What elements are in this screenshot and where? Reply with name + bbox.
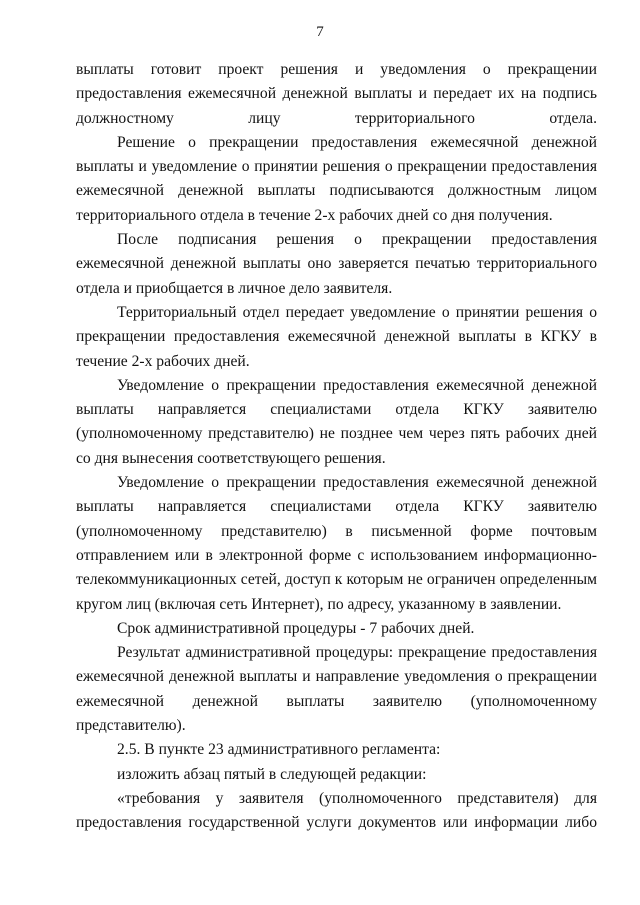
paragraph-4: Территориальный отдел передает уведомление о принятии решения о прекращении предоставления ежемесячной денежной выплаты в КГКУ в течение 2-х рабочих дней. (76, 303, 597, 370)
paragraph-10: изложить абзац пятый в следующей редакции: (117, 765, 427, 783)
paragraph-7: Срок административной процедуры - 7 рабочих дней. (117, 619, 475, 637)
paragraph-1-continuation: выплаты готовит проект решения и уведомления о прекращении предоставления ежемесячной денежной выплаты и передает их на подпись должностному лицу территориального отдела. (76, 61, 597, 127)
paragraph-2: Решение о прекращении предоставления ежемесячной денежной выплаты и уведомление о принятии решения о прекращении предоставления ежемесячной денежной выплаты подписываются должностным лицом территориального отдела в течение 2-х рабочих дней со дня получения. (76, 133, 597, 224)
paragraph-9: 2.5. В пункте 23 административного регламента: (117, 741, 441, 759)
body-text (76, 58, 597, 836)
paragraph-5: Уведомление о прекращении предоставления ежемесячной денежной выплаты направляется специалистами отдела КГКУ заявителю (уполномоченному представителю) не позднее чем через пять рабочих дней со дня вынесения соответствующего решения. (76, 376, 597, 467)
page-number: 7 (316, 24, 324, 40)
paragraph-8: Результат административной процедуры: прекращение предоставления ежемесячной денежной выплаты и направление уведомления о прекращении ежемесячной денежной выплаты заявителю (уполномоченному представителю). (76, 644, 597, 735)
paragraph-6: Уведомление о прекращении предоставления ежемесячной денежной выплаты направляется специалистами отдела КГКУ заявителю (уполномоченному представителю) в письменной форме почтовым отправлением или в электронной форме с использованием информационно-телекоммуникационных сетей, доступ к которым не ограничен определенным кругом лиц (включая сеть Интернет), по адресу, указанному в заявлении. (76, 474, 597, 613)
paragraph-11: «требования у заявителя (уполномоченного представителя) для предоставления государственной услуги документов или информации либо (76, 789, 597, 832)
paragraph-3: После подписания решения о прекращении предоставления ежемесячной денежной выплаты оно заверяется печатью территориального отдела и приобщается в личное дело заявителя. (76, 231, 597, 297)
